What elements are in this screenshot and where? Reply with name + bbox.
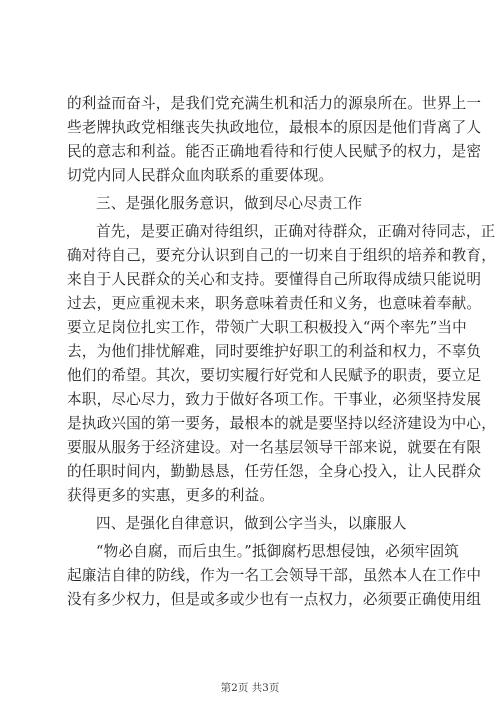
text-line: 起廉洁自律的防线，作为一名工会领导干部，虽然本人在工作中 xyxy=(67,567,482,584)
text-line: 来自于人民群众的关心和支持。要懂得自己所取得成绩只能说明 xyxy=(67,271,482,288)
text-line: 要服从服务于经济建设。对一名基层领导干部来说，就要在有限 xyxy=(67,439,482,456)
section-heading: 四、是强化自律意识，做到公字当头，以廉服人 xyxy=(96,515,407,532)
text-line: 要立足岗位扎实工作，带领广大职工积极投入“两个率先”当中 xyxy=(67,319,467,336)
document-body xyxy=(67,92,497,612)
text-line: 确对待自己，要充分认识到自己的一切来自于组织的培养和教育， xyxy=(67,247,497,264)
text-line: 他们的希望。其次，要切实履行好党和人民赋予的职责，要立足 xyxy=(67,367,482,384)
page-number: 第2页 共3页 xyxy=(220,682,280,694)
section-heading: 三、是强化服务意识，做到尽心尽责工作 xyxy=(96,195,363,212)
text-line: 的利益而奋斗，是我们党充满生机和活力的源泉所在。世界上一 xyxy=(67,95,482,112)
text-line: 没有多少权力，但是或多或少也有一点权力，必须要正确使用组 xyxy=(67,591,482,608)
text-line: 获得更多的实惠，更多的利益。 xyxy=(67,487,275,504)
text-line: 切党内同人民群众血肉联系的重要体现。 xyxy=(67,167,334,184)
text-line: 本职，尽心尽力，致力于做好各项工作。干事业，必须坚持发展 xyxy=(67,391,482,408)
text-line: 民的意志和利益。能否正确地看待和行使人民赋予的权力，是密 xyxy=(67,143,482,160)
text-line: 去，为他们排忧解难，同时要维护好职工的利益和权力，不辜负 xyxy=(67,343,482,360)
text-line: “物必自腐，而后虫生。”抵御腐朽思想侵蚀，必须牢固筑 xyxy=(96,543,460,560)
text-line: 些老牌执政党相继丧失执政地位，最根本的原因是他们背离了人 xyxy=(67,119,482,136)
text-line: 的任职时间内，勤勤恳恳，任劳任怨，全身心投入，让人民群众 xyxy=(67,463,482,480)
text-line: 是执政兴国的第一要务，最根本的就是要坚持以经济建设为中心， xyxy=(67,415,497,432)
text-line: 首先，是要正确对待组织，正确对待群众，正确对待同志，正 xyxy=(96,223,496,240)
text-line: 过去，更应重视未来，职务意味着责任和义务，也意味着奉献。 xyxy=(67,295,482,312)
